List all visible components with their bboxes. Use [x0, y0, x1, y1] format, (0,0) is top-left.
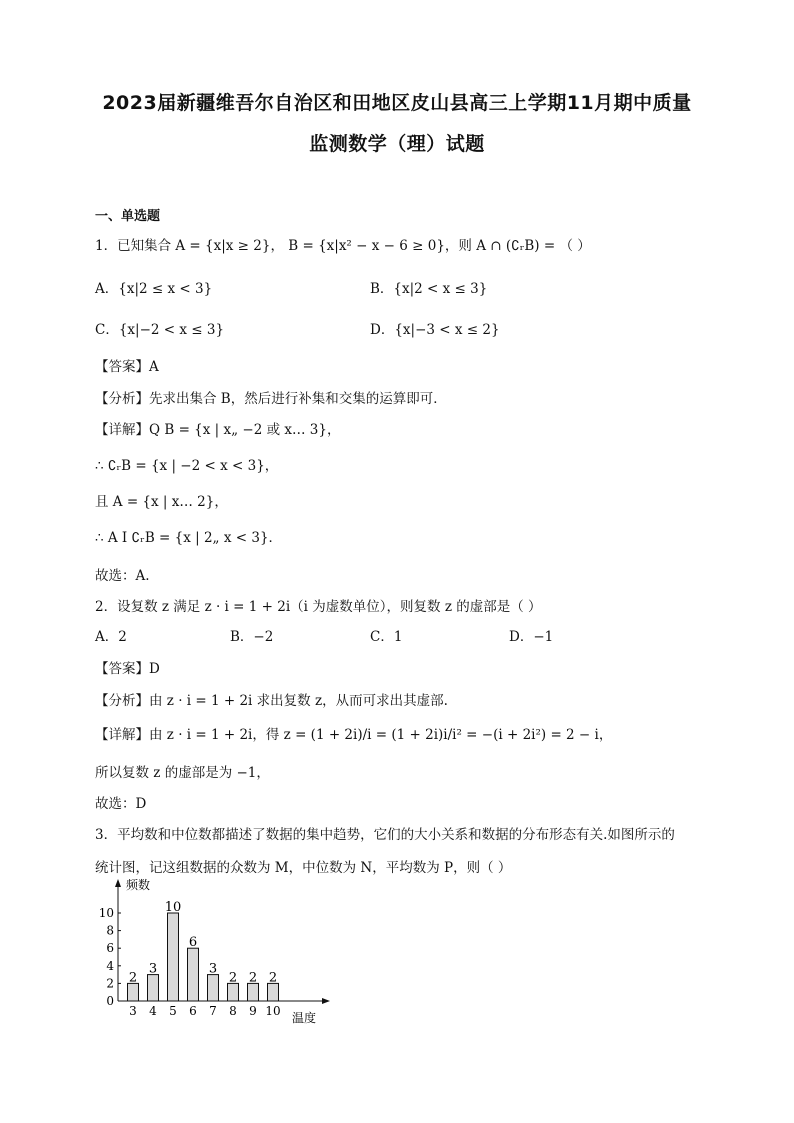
- section-heading: 一、单选题: [95, 209, 161, 224]
- x-tick-label: 7: [209, 1004, 217, 1018]
- bar-value-label: 2: [268, 970, 278, 986]
- y-tick-label: 4: [106, 958, 114, 973]
- y-tick-label: 0: [106, 994, 114, 1008]
- q1-analysis: 【分析】先求出集合 B，然后进行补集和交集的运算即可．: [95, 391, 447, 407]
- bar-value-label: 3: [208, 961, 218, 977]
- y-tick-label: 6: [106, 941, 114, 956]
- y-axis-arrow: [115, 879, 121, 887]
- q1-option-c: C．{x|−2 < x ≤ 3}: [95, 322, 225, 338]
- q1-choice: 故选：A.: [95, 568, 150, 584]
- bar-value-label: 2: [248, 970, 258, 986]
- y-tick-label: 10: [98, 906, 114, 920]
- x-tick-label: 3: [129, 1004, 137, 1018]
- bar-4: [148, 975, 159, 1001]
- bar-6: [188, 948, 199, 1001]
- q1-detail: 【详解】Q B = {x | x„ −2 或 x… 3}，: [95, 422, 341, 438]
- q2-detail: 【详解】由 z · i = 1 + 2i，得 z = (1 + 2i)/i = (1 + 2i)i/i² = −(i + 2i²) = 2 − i，: [95, 727, 613, 743]
- q1-step3: 且 A = {x | x… 2}，: [95, 494, 228, 510]
- x-tick-label: 5: [169, 1004, 177, 1018]
- bar-9: [248, 983, 259, 1001]
- x-axis-label: 温度: [292, 1011, 317, 1025]
- exam-title-line2: 监测数学（理）试题: [309, 133, 485, 155]
- q1-option-a: A．{x|2 ≤ x < 3}: [95, 281, 213, 297]
- q2-step2: 所以复数 z 的虚部是为 −1，: [95, 765, 270, 781]
- q3-stem-line2: 统计图，记这组数据的众数为 M，中位数为 N，平均数为 P，则（ ）: [95, 860, 512, 876]
- frequency-bar-chart: [90, 875, 340, 1027]
- bar-value-label: 6: [188, 935, 198, 951]
- x-tick-label: 8: [229, 1004, 237, 1018]
- q1-answer: 【答案】A: [95, 359, 159, 375]
- bar-value-label: 10: [164, 900, 182, 915]
- q2-answer: 【答案】D: [95, 661, 160, 677]
- y-axis-label: 频数: [126, 878, 151, 892]
- q2-choice: 故选：D: [95, 796, 147, 812]
- q2-stem: 2．设复数 z 满足 z · i = 1 + 2i（i 为虚数单位），则复数 z 的虚部是（ ）: [95, 599, 542, 615]
- x-tick-label: 9: [249, 1004, 257, 1018]
- q1-step2: ∴ ∁ᵣB = {x | −2 < x < 3}，: [95, 458, 279, 474]
- q2-option-d: D．−1: [509, 629, 554, 645]
- q3-stem-line1: 3．平均数和中位数都描述了数据的集中趋势，它们的大小关系和数据的分布形态有关.如图所示的: [95, 827, 675, 843]
- x-tick-label: 10: [265, 1004, 281, 1018]
- x-axis-arrow: [322, 998, 330, 1004]
- q1-stem: 1．已知集合 A = {x|x ≥ 2}， B = {x|x² − x − 6 ≥ 0}，则 A ∩ (∁ᵣB) = （ ）: [95, 238, 591, 254]
- x-tick-label: 6: [189, 1004, 197, 1018]
- y-tick-label: 2: [106, 976, 114, 991]
- y-tick-label: 8: [106, 923, 114, 938]
- q1-step4: ∴ A I ∁ᵣB = {x | 2„ x < 3}．: [95, 530, 283, 546]
- bar-8: [228, 983, 239, 1001]
- bar-value-label: 3: [148, 961, 158, 977]
- bar-3: [128, 983, 139, 1001]
- q1-option-d: D．{x|−3 < x ≤ 2}: [370, 322, 500, 338]
- bar-value-label: 2: [228, 970, 238, 986]
- bar-5: [168, 913, 179, 1001]
- q2-option-b: B．−2: [230, 629, 274, 645]
- q1-option-b: B．{x|2 < x ≤ 3}: [370, 281, 488, 297]
- q2-option-c: C．1: [370, 629, 403, 645]
- q2-analysis: 【分析】由 z · i = 1 + 2i 求出复数 z，从而可求出其虚部.: [95, 693, 448, 709]
- bar-value-label: 2: [128, 970, 138, 986]
- bar-7: [208, 975, 219, 1001]
- q2-option-a: A．2: [95, 629, 127, 645]
- exam-title-line1: 2023届新疆维吾尔自治区和田地区皮山县高三上学期11月期中质量: [102, 92, 692, 114]
- bar-10: [268, 983, 279, 1001]
- x-tick-label: 4: [149, 1004, 157, 1018]
